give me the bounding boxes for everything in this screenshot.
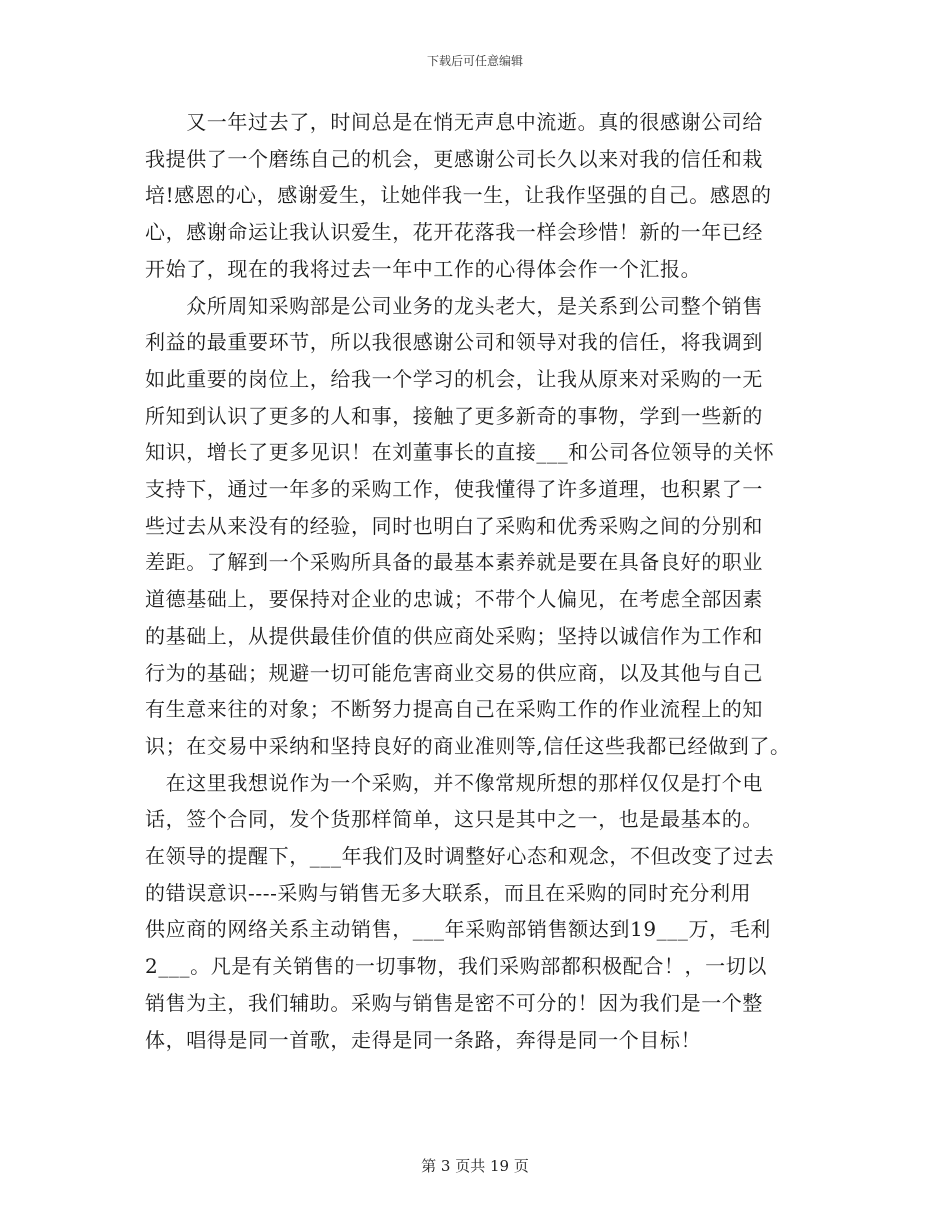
- text-line: 道德基础上，要保持对企业的忠诚；不带个人偏见，在考虑全部因素: [145, 587, 763, 612]
- text-line: 众所周知采购部是公司业务的龙头老大，是关系到公司整个销售: [145, 293, 763, 318]
- text-line: 供应商的网络关系主动销售，___年采购部销售额达到19___万，毛利: [145, 917, 771, 942]
- text-line: 培!感恩的心，感谢爱生，让她伴我一生，让我作坚强的自己。感恩的: [145, 183, 772, 208]
- text-line: 些过去从来没有的经验，同时也明白了采购和优秀采购之间的分别和: [145, 513, 763, 538]
- text-line: 有生意来往的对象；不断努力提高自己在采购工作的作业流程上的知: [145, 697, 763, 722]
- text-line: 的错误意识----采购与销售无多大联系，而且在采购的同时充分利用: [145, 880, 752, 905]
- text-line: 所知到认识了更多的人和事，接触了更多新奇的事物，学到一些新的: [145, 403, 763, 428]
- text-line: 差距。了解到一个采购所具备的最基本素养就是要在具备良好的职业: [145, 550, 763, 575]
- paragraph-3: [145, 765, 825, 1059]
- text-line: 行为的基础；规避一切可能危害商业交易的供应商，以及其他与自己: [145, 660, 763, 685]
- text-line: 知识，增长了更多见识！在刘董事长的直接___和公司各位领导的关怀: [145, 440, 775, 465]
- text-line: 心，感谢命运让我认识爱生，花开花落我一样会珍惜！新的一年已经: [145, 220, 763, 245]
- paragraph-1: [145, 104, 825, 288]
- text-line: 又一年过去了，时间总是在悄无声息中流逝。真的很感谢公司给: [145, 110, 763, 134]
- text-line: 2___。凡是有关销售的一切事物，我们采购部都积极配合！，一切以: [145, 954, 767, 979]
- text-line: 的基础上，从提供最佳价值的供应商处采购；坚持以诚信作为工作和: [145, 623, 763, 648]
- text-line: 话，签个合同，发个货那样简单，这只是其中之一，也是最基本的。: [145, 807, 763, 832]
- text-line: 在领导的提醒下，___年我们及时调整好心态和观念，不但改变了过去: [145, 844, 775, 869]
- text-line: 开始了，现在的我将过去一年中工作的心得体会作一个汇报。: [145, 256, 702, 281]
- text-line: 如此重要的岗位上，给我一个学习的机会，让我从原来对采购的一无: [145, 366, 763, 391]
- text-line: 体，唱得是同一首歌，走得是同一条路，奔得是同一个目标！: [145, 1027, 702, 1052]
- text-line: 支持下，通过一年多的采购工作，使我懂得了许多道理，也积累了一: [145, 477, 763, 502]
- page-header: 下载后可任意编辑: [426, 54, 523, 68]
- text-line: 销售为主，我们辅助。采购与销售是密不可分的！因为我们是一个整: [145, 990, 763, 1015]
- text-line: 在这里我想说作为一个采购，并不像常规所想的那样仅仅是打个电: [145, 770, 763, 795]
- text-line: 利益的最重要环节，所以我很感谢公司和领导对我的信任，将我调到: [145, 330, 763, 355]
- page-number: 第 3 页共 19 页: [421, 1157, 529, 1175]
- text-line: 我提供了一个磨练自己的机会，更感谢公司长久以来对我的信任和栽: [145, 146, 763, 171]
- paragraph-2: [145, 288, 825, 765]
- document-body: [145, 104, 825, 1058]
- text-line: 识；在交易中采纳和坚持良好的商业准则等,信任这些我都已经做到了。: [145, 733, 791, 758]
